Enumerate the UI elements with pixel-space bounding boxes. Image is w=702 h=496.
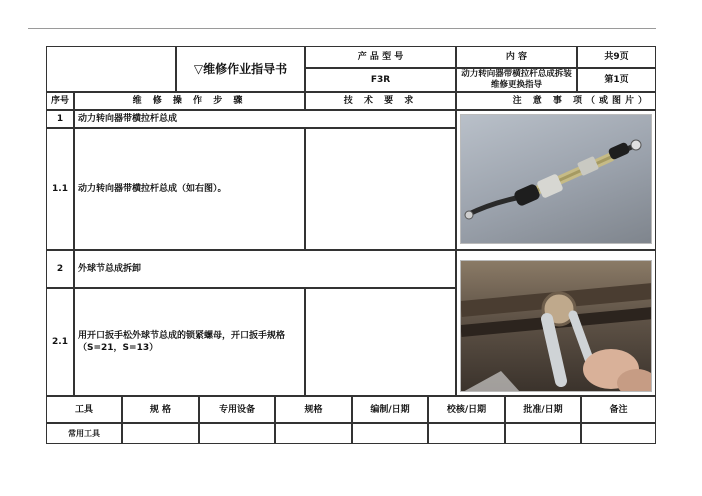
- product-model-label: 产 品 型 号: [305, 46, 456, 68]
- logo-cell: [46, 46, 176, 92]
- page-number: 第1页: [577, 68, 656, 92]
- col-seq-header: 序号: [46, 92, 74, 110]
- total-pages: 共9页: [577, 46, 656, 68]
- document-title: ▽维修作业指导书: [176, 46, 305, 92]
- product-model-value: F3R: [305, 68, 456, 92]
- footer-cell: [275, 423, 352, 444]
- row-text: 动力转向器带横拉杆总成（如右图）。: [74, 128, 305, 250]
- footer-checked-date-header: 校核/日期: [428, 396, 505, 423]
- col-steps-header: 维 修 操 作 步 骤: [74, 92, 305, 110]
- row-text: 用开口扳手松外球节总成的锁紧螺母，开口扳手规格（S=21，S=13）: [74, 288, 305, 396]
- footer-cell: [122, 423, 199, 444]
- content-label: 内 容: [456, 46, 577, 68]
- footer-prepared-date-header: 编制/日期: [352, 396, 428, 423]
- wrench-on-ball-joint-photo: [461, 261, 652, 392]
- footer-remarks-header: 备注: [581, 396, 656, 423]
- footer-common-tools-label: 常用工具: [46, 423, 122, 444]
- row-seq: 2: [46, 250, 74, 288]
- footer-cell: [428, 423, 505, 444]
- footer-tools-header: 工具: [46, 396, 122, 423]
- row-text: 外球节总成拆卸: [74, 250, 456, 288]
- footer-cell: [505, 423, 581, 444]
- top-rule: [28, 28, 656, 29]
- row-seq: 2.1: [46, 288, 74, 396]
- tie-rod-wrench-photo: [460, 260, 652, 392]
- steering-rack-photo: [460, 114, 652, 244]
- row-seq: 1: [46, 110, 74, 128]
- footer-cell: [581, 423, 656, 444]
- footer-equipment-spec-header: 规格: [275, 396, 352, 423]
- footer-cell: [352, 423, 428, 444]
- col-notes-header: 注 意 事 项（或图片）: [456, 92, 656, 110]
- row-seq: 1.1: [46, 128, 74, 250]
- content-value: 动力转向器带横拉杆总成拆装维修更换指导: [456, 68, 577, 92]
- tech-requirement-cell: [305, 128, 456, 250]
- row-text: 动力转向器带横拉杆总成: [74, 110, 456, 128]
- tech-requirement-cell: [305, 288, 456, 396]
- col-tech-header: 技 术 要 求: [305, 92, 456, 110]
- footer-spec-header: 规 格: [122, 396, 199, 423]
- footer-approved-date-header: 批准/日期: [505, 396, 581, 423]
- footer-special-equipment-header: 专用设备: [199, 396, 275, 423]
- steering-gear-assembly-photo: [461, 115, 652, 244]
- footer-cell: [199, 423, 275, 444]
- work-instruction-sheet: [46, 46, 656, 444]
